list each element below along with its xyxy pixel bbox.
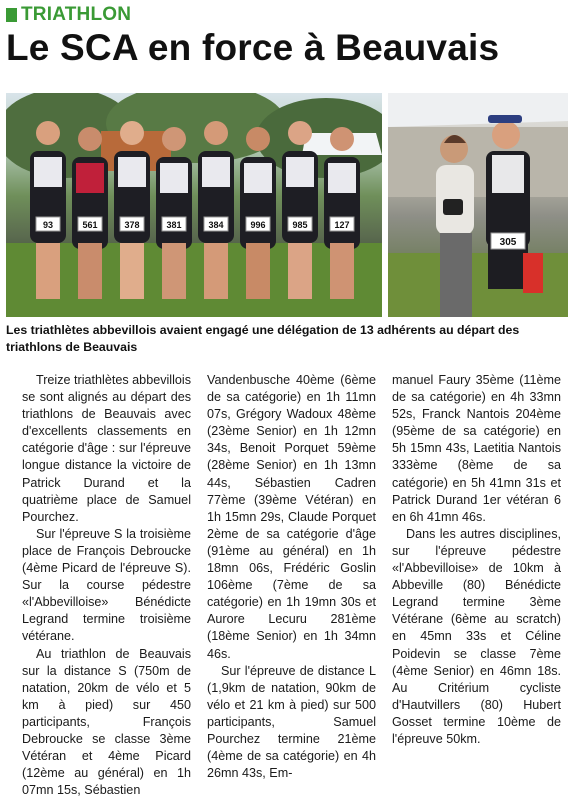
athlete-head (204, 121, 228, 145)
race-bib-number: 378 (124, 220, 139, 230)
podium-photo-illustration (388, 93, 568, 317)
race-bib-number: 381 (166, 220, 181, 230)
team-photo-illustration (6, 93, 382, 317)
article-column-1 (22, 372, 191, 732)
athlete-head (120, 121, 144, 145)
race-bib-number: 93 (43, 220, 53, 230)
team-photo (6, 93, 382, 317)
article-paragraph: Sur l'épreuve S la troisième place de François Debroucke (4ème Picard de l'épreuve S). Sur la course pédestre «l'Abbevilloise» Bénédicte Legrand termine troisième vétérane. (22, 526, 191, 646)
article-column-2 (207, 372, 376, 732)
section-rubric (6, 4, 131, 26)
athlete-head (78, 127, 102, 151)
race-bib-number: 985 (292, 220, 307, 230)
athlete-head (288, 121, 312, 145)
article-paragraph: Vandenbusche 40ème (6ème de sa catégorie) en 1h 11mn 07s, Grégory Wadoux 48ème (23ème Senior) en 1h 12mn 34s, Benoit Porquet 59ème (28ème Senior) en 1h 13mn 44s, Sébastien Cadren 77ème (39ème Vétéran) en 1h 15mn 29s, Claude Porquet 2ème de sa catégorie d'âge (91ème au général) en 1h 18mn 06s, Frédéric Goslin 106ème (7ème de sa catégorie) en 1h 19mn 30s et Aurore Lecuru 281ème (18ème Senior) en 1h 34mn 46s. (207, 372, 376, 663)
rubric-square-icon (6, 8, 17, 22)
race-bib-number: 127 (334, 220, 349, 230)
race-bib-number: 384 (208, 220, 223, 230)
photo-caption: Les triathlètes abbevillois avaient engagé une délégation de 13 adhérents au départ des triathlons de Beauvais (6, 322, 571, 356)
race-bib-number: 561 (82, 220, 97, 230)
article-paragraph: Treize triathlètes abbevillois se sont alignés au départ des triathlons de Beauvais avec d'excellents classements en catégorie d'âge : sur l'épreuve longue distance la victoire de Patrick Durand et la quatrième place de Samuel Pourchez. (22, 372, 191, 526)
article-paragraph: manuel Faury 35ème (11ème de sa catégorie) en 4h 33mn 52s, Franck Nantois 204ème (95ème de sa catégorie) en 5h 15mn 43s, Laetitia Nantois 333ème (8ème de sa catégorie) en 5h 41mn 31s et Patrick Durand 1er vétéran 6 en 6h 41mn 46s. (392, 372, 561, 526)
athlete-head (36, 121, 60, 145)
athlete-head (162, 127, 186, 151)
article-paragraph: Au triathlon de Beauvais sur la distance S (750m de natation, 20km de vélo et 5 km à pied) sur 450 participants, François Debroucke se classe 3ème Vétéran et 4ème Picard (12ème au général) en 1h 07mn 15s, Sébastien (22, 646, 191, 799)
article-body (22, 372, 568, 732)
athlete-head (246, 127, 270, 151)
podium-photo (388, 93, 568, 317)
article-paragraph: Sur l'épreuve de distance L (1,9km de natation, 90km de vélo et 21 km à pied) sur 500 participants, Samuel Pourchez termine 21ème (4ème de sa catégorie) en 4h 26mn 43s, Em- (207, 663, 376, 783)
rubric-label: TRIATHLON (21, 4, 131, 26)
article-column-3 (392, 372, 561, 732)
article-headline: Le SCA en force à Beauvais (6, 26, 499, 70)
race-bib-number: 305 (500, 237, 517, 248)
article-paragraph: Dans les autres disciplines, sur l'épreuve pédestre «l'Abbevilloise» de 10km à Abbeville (80) Bénédicte Legrand termine 3ème Vétérane (6ème au scratch) en 45mn 33s et Céline Poidevin se classe 7ème (4ème Senior) en 46mn 18s. Au Critérium cycliste d'Hautvillers (80) Hubert Gosset termine 10ème de l'épreuve 50km. (392, 526, 561, 748)
athlete-head (330, 127, 354, 151)
race-bib-number: 996 (250, 220, 265, 230)
